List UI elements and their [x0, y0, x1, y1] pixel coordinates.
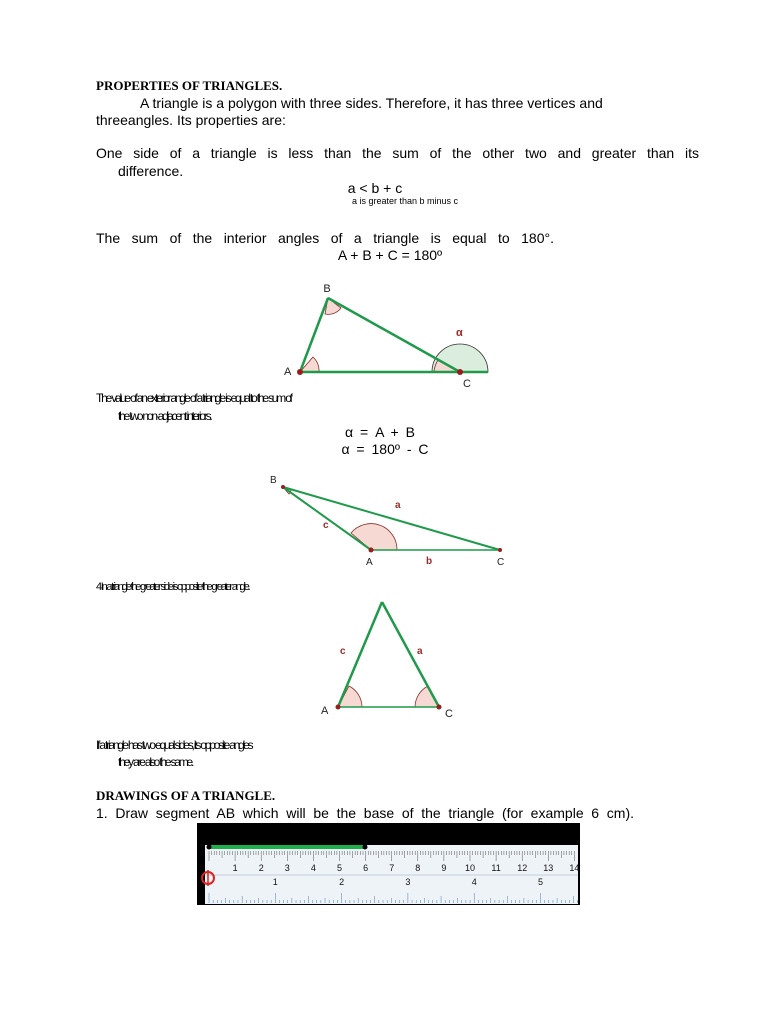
ruler-top-number: 6	[363, 863, 369, 873]
vertex-a-label: A	[366, 557, 373, 568]
ruler-top-number: 8	[415, 863, 421, 873]
vertex-c-label: C	[463, 378, 471, 390]
vertex-c-dot	[498, 548, 502, 552]
ruler-top-number: 2	[258, 863, 264, 873]
ruler-top-number: 11	[491, 863, 501, 873]
vertex-b-dot	[281, 485, 285, 489]
triangle-figure-exterior-angle	[270, 278, 500, 393]
property-4: 4 In a triangle the greater side is opposite the greater angle.	[96, 581, 249, 593]
ruler-top-number: 13	[543, 863, 554, 873]
property-5-line-2: they are also the same.	[118, 755, 193, 769]
formula-1: a < b + c	[347, 180, 403, 196]
ruler-top-number: 5	[336, 863, 343, 873]
ruler-top-number: 9	[441, 863, 447, 873]
ruler-bottom-number: 2	[339, 877, 345, 887]
property-3-line-2: the two non-adjacent interiors.	[118, 409, 211, 423]
triangle-figure-obtuse	[262, 470, 512, 570]
section-2-title: DRAWINGS OF A TRIANGLE.	[96, 788, 276, 803]
formula-2: A + B + C = 180º	[337, 247, 443, 263]
ruler-top-number: 1	[232, 863, 238, 873]
ruler-top-number: 3	[284, 863, 290, 873]
vertex-a-dot	[369, 548, 374, 553]
ruler-bottom-number: 4	[471, 877, 477, 887]
ruler-top-number: 12	[517, 863, 528, 873]
ruler-image	[197, 823, 580, 905]
vertex-b-label: B	[270, 475, 277, 486]
property-1-line-1: One side of a triangle is less than the sum of the other two and greater than its	[96, 145, 699, 161]
formula-4: α = 180º - C	[341, 441, 429, 457]
property-2: The sum of the interior angles of a triangle is equal to 180°.	[96, 230, 554, 246]
intro-line-2: threeangles. Its properties are:	[96, 112, 286, 128]
formula-3: α = A + B	[345, 424, 415, 440]
side-a	[382, 602, 439, 707]
alpha-label: α	[456, 327, 463, 339]
property-5-line-1: If a triangle has two equal sides, its opposite angles	[96, 738, 252, 752]
vertex-c-dot	[437, 705, 442, 710]
ruler-svg	[197, 823, 580, 905]
vertex-c-dot	[457, 369, 463, 375]
ruler-top-number: 4	[310, 863, 316, 873]
ruler-bottom-number: 1	[272, 877, 278, 887]
side-a-label: a	[395, 500, 401, 511]
vertex-b-label: B	[323, 283, 331, 295]
property-3-line-1: The value of an exterior angle of a triangle is equal to the sum of	[96, 391, 291, 405]
intro-line-1: A triangle is a polygon with three sides. Therefore, it has three vertices and	[140, 95, 603, 111]
formula-1-note: a is greater than b minus c	[351, 196, 459, 206]
ruler-bottom-number: 5	[537, 877, 544, 887]
ruler-top-number: 10	[464, 863, 476, 873]
angle-a-arc	[351, 524, 397, 550]
ruler-top-number: 7	[389, 863, 395, 873]
side-a-label: a	[417, 646, 423, 657]
vertex-a-dot	[336, 705, 341, 710]
vertex-a-label: A	[321, 705, 329, 717]
side-bc	[328, 298, 460, 372]
vertex-c-label: C	[497, 557, 505, 568]
ruler-bottom-number: 3	[405, 877, 411, 887]
segment-start-dot	[207, 845, 212, 850]
step-1: 1. Draw segment AB which will be the base of the triangle (for example 6 cm).	[96, 805, 634, 821]
segment-end-dot	[363, 845, 368, 850]
vertex-c-label: C	[445, 708, 453, 720]
vertex-a-label: A	[284, 366, 292, 378]
vertex-a-dot	[297, 369, 303, 375]
side-c	[283, 487, 371, 550]
page-title: PROPERTIES OF TRIANGLES.	[96, 78, 283, 93]
angle-c-arc	[415, 686, 439, 707]
property-1-line-2: difference.	[118, 163, 184, 179]
side-c-label: c	[340, 646, 346, 657]
side-b-label: b	[426, 556, 433, 567]
triangle-figure-isosceles	[318, 596, 468, 720]
side-c-label: c	[323, 520, 329, 531]
ruler-top-number: 14	[569, 863, 580, 873]
